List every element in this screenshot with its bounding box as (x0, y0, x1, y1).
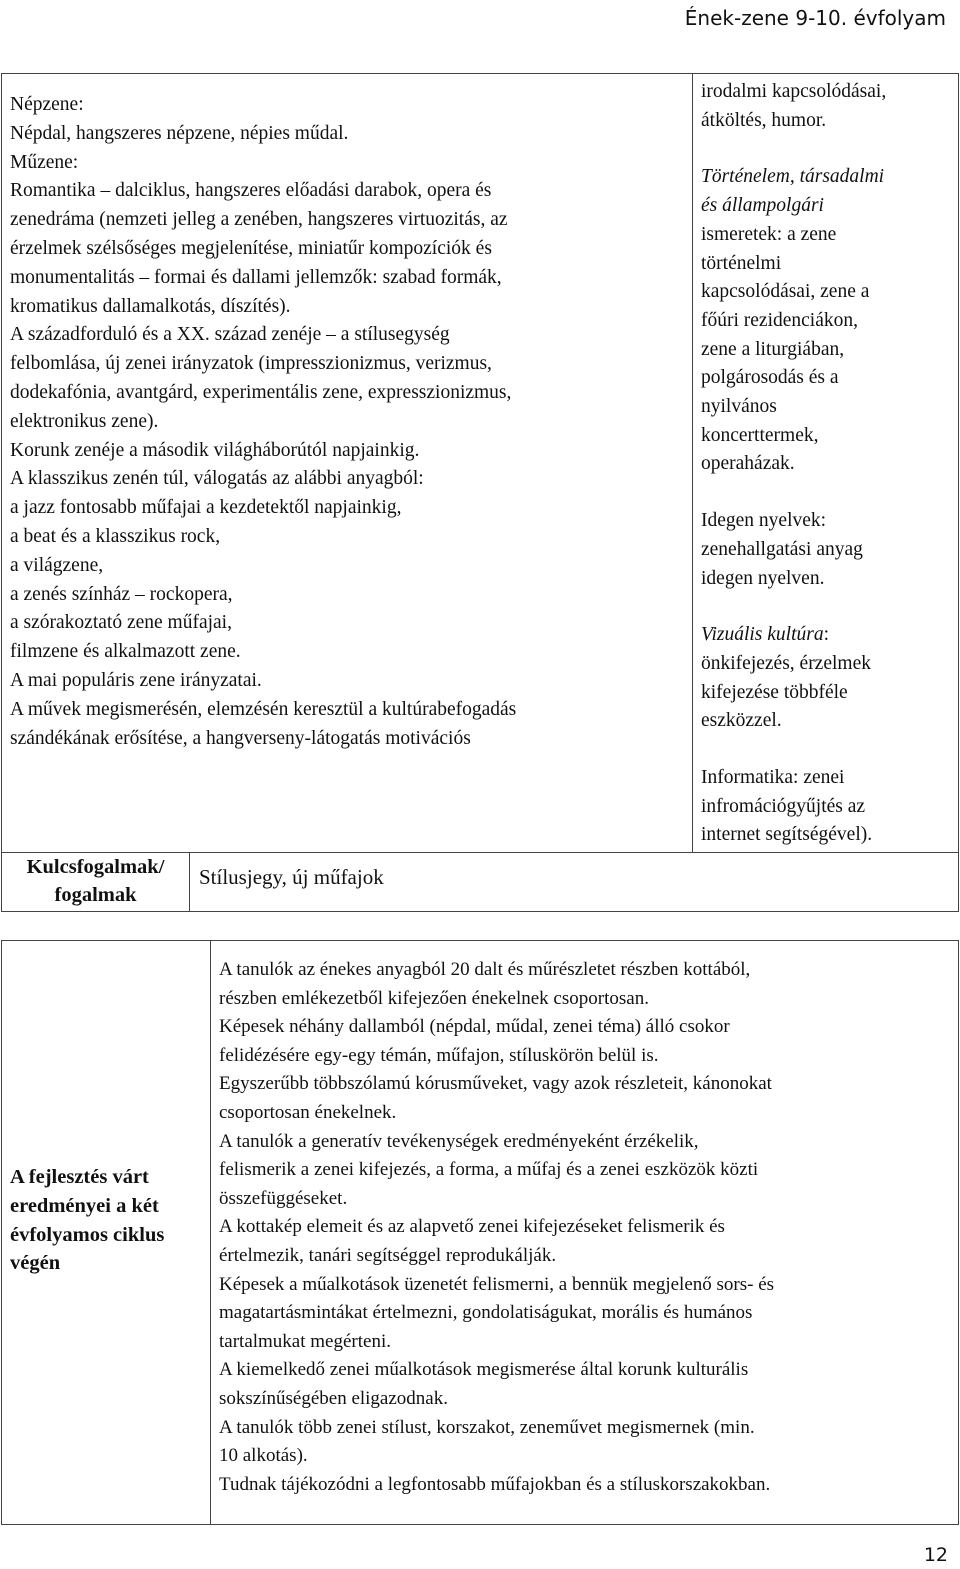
text-line: filmzene és alkalmazott zene. (10, 641, 241, 663)
text-line: ismeretek: a zene (701, 223, 837, 245)
development-value-cell (210, 940, 959, 1525)
text-line: felbomlása, új zenei irányzatok (impresszionizmus, verizmus, (10, 353, 492, 375)
text-line: infromációgyűjtés az (701, 795, 866, 817)
text-line: főúri rezidenciákon, (701, 309, 859, 331)
text-line: Informatika: zenei (701, 767, 845, 789)
text-line: Műzene: (10, 151, 79, 173)
key-concepts-label (2, 853, 189, 909)
content-main-cell (1, 73, 693, 853)
text-line: a világzene, (10, 554, 104, 576)
text-line: koncerttermek, (701, 424, 819, 446)
text-line: a jazz fontosabb műfajai a kezdetektől napjainkig, (10, 497, 402, 519)
page-number: 12 (923, 1544, 948, 1566)
text-line: értelmezik, tanári segítséggel reprodukálják. (219, 1244, 557, 1266)
text-line: Népdal, hangszeres népzene, népies műdal. (10, 122, 349, 144)
text-line: A fejlesztés várt (10, 1166, 149, 1188)
text-line: Képesek néhány dallamból (népdal, műdal, zenei téma) álló csokor (219, 1016, 730, 1038)
text-line: Képesek a műalkotások üzenetét felismerni, a bennük megjelenő sors- és (219, 1273, 775, 1295)
development-label-cell (1, 940, 211, 1525)
text-line: 10 alkotás). (219, 1445, 308, 1467)
text-line: A kiemelkedő zenei műalkotások megismerése által korunk kulturális (219, 1359, 749, 1381)
text-line: monumentalitás – formai és dallami jellemzők: szabad formák, (10, 266, 502, 288)
development-text (219, 956, 774, 1499)
text-line: zene a liturgiában, (701, 338, 845, 360)
text-line: Idegen nyelvek: (701, 510, 827, 532)
text-line: A művek megismerésén, elemzésén keresztül a kultúrabefogadás (10, 698, 517, 720)
text-line: összefüggéseket. (219, 1187, 348, 1209)
text-line: évfolyamos ciklus (10, 1223, 165, 1246)
text-line: irodalmi kapcsolódásai, (701, 81, 887, 102)
subject-colon: : (823, 624, 830, 646)
text-line (701, 621, 886, 650)
text-line: elektronikus zene). (10, 410, 159, 432)
text-line: érzelmek szélsőséges megjelenítése, miniatűr kompozíciók és (10, 237, 492, 259)
text-line: eszközzel. (701, 710, 782, 732)
content-side-text (701, 78, 886, 850)
text-line: felidézésére egy-egy témán, műfajon, stíluskörön belül is. (219, 1044, 659, 1066)
text-line: zenedráma (nemzeti jelleg a zenében, hangszeres virtuozitás, az (10, 209, 508, 231)
text-line: zenehallgatási anyag (701, 538, 863, 560)
text-line: a beat és a klasszikus rock, (10, 525, 221, 547)
content-main-text (10, 91, 516, 753)
text-line: operaházak. (701, 453, 795, 475)
text-line: A klasszikus zenén túl, válogatás az alábbi anyagból: (10, 468, 424, 490)
text-line: csoportosan énekelnek. (219, 1101, 397, 1123)
text-line: idegen nyelven. (701, 567, 825, 589)
text-line: végén (10, 1252, 61, 1275)
text-line: Történelem, társadalmi (701, 166, 885, 188)
development-label (10, 1163, 164, 1278)
text-line: dodekafónia, avantgárd, experimentális zene, expresszionizmus, (10, 381, 512, 403)
page-header-title: Ének-zene 9-10. évfolyam (684, 6, 946, 30)
text-line: felismerik a zenei kifejezés, a forma, a műfaj és a zenei eszközök közti (219, 1159, 759, 1181)
text-line: A tanulók több zenei stílust, korszakot, zeneművet megismernek (min. (219, 1416, 755, 1438)
content-side-cell (692, 73, 959, 853)
text-line: A tanulók a generatív tevékenységek eredményeként érzékelik, (219, 1130, 699, 1152)
key-concepts-label-cell (1, 852, 190, 912)
text-line: a zenés színház – rockopera, (10, 583, 233, 605)
text-line: részben emlékezetből kifejezően énekelnek csoportosan. (219, 987, 649, 1009)
text-line: tartalmukat megérteni. (219, 1330, 391, 1352)
text-line: önkifejezés, érzelmek (701, 652, 871, 674)
text-line: magatartásmintákat értelmezni, gondolatiságukat, morális és humános (219, 1302, 753, 1324)
text-line: és állampolgári (701, 195, 824, 217)
text-line: kifejezése többféle (701, 681, 848, 703)
text-line: a szórakoztató zene műfajai, (10, 612, 232, 634)
text-line: kromatikus dallamalkotás, díszítés). (10, 295, 291, 317)
text-line: Romantika – dalciklus, hangszeres előadási darabok, opera és (10, 180, 492, 202)
text-line: Kulcsfogalmak/ (26, 856, 165, 878)
text-line: internet segítségével). (701, 824, 873, 846)
text-line: eredményei a két (10, 1194, 159, 1217)
key-concepts-value: Stílusjegy, új műfajok (199, 865, 384, 889)
text-line: átköltés, humor. (701, 109, 827, 131)
text-line: történelmi (701, 252, 782, 274)
text-line: A kottakép elemeit és az alapvető zenei kifejezéseket felismerik és (219, 1216, 725, 1238)
text-line: nyilvános (701, 396, 777, 418)
text-line: Egyszerűbb többszólamú kórusműveket, vagy azok részleteit, kánonokat (219, 1073, 772, 1095)
text-line: Korunk zenéje a második világháborútól napjainkig. (10, 439, 420, 461)
text-line: fogalmak (54, 884, 137, 906)
text-line: sokszínűségében eligazodnak. (219, 1387, 448, 1409)
text-line: A tanulók az énekes anyagból 20 dalt és műrészletet részben kottából, (219, 959, 751, 980)
key-concepts-value-cell (189, 852, 959, 912)
text-line: A századforduló és a XX. század zenéje – a stílusegység (10, 324, 450, 346)
text-line: szándékának erősítése, a hangverseny-látogatás motivációs (10, 727, 471, 749)
text-line: A mai populáris zene irányzatai. (10, 669, 262, 691)
subject-italic: Vizuális kultúra (701, 624, 824, 646)
text-line: Tudnak tájékozódni a legfontosabb műfajokban és a stíluskorszakokban. (219, 1473, 771, 1495)
text-line: kapcsolódásai, zene a (701, 281, 870, 303)
text-line: Népzene: (10, 94, 84, 115)
text-line: polgárosodás és a (701, 367, 839, 389)
